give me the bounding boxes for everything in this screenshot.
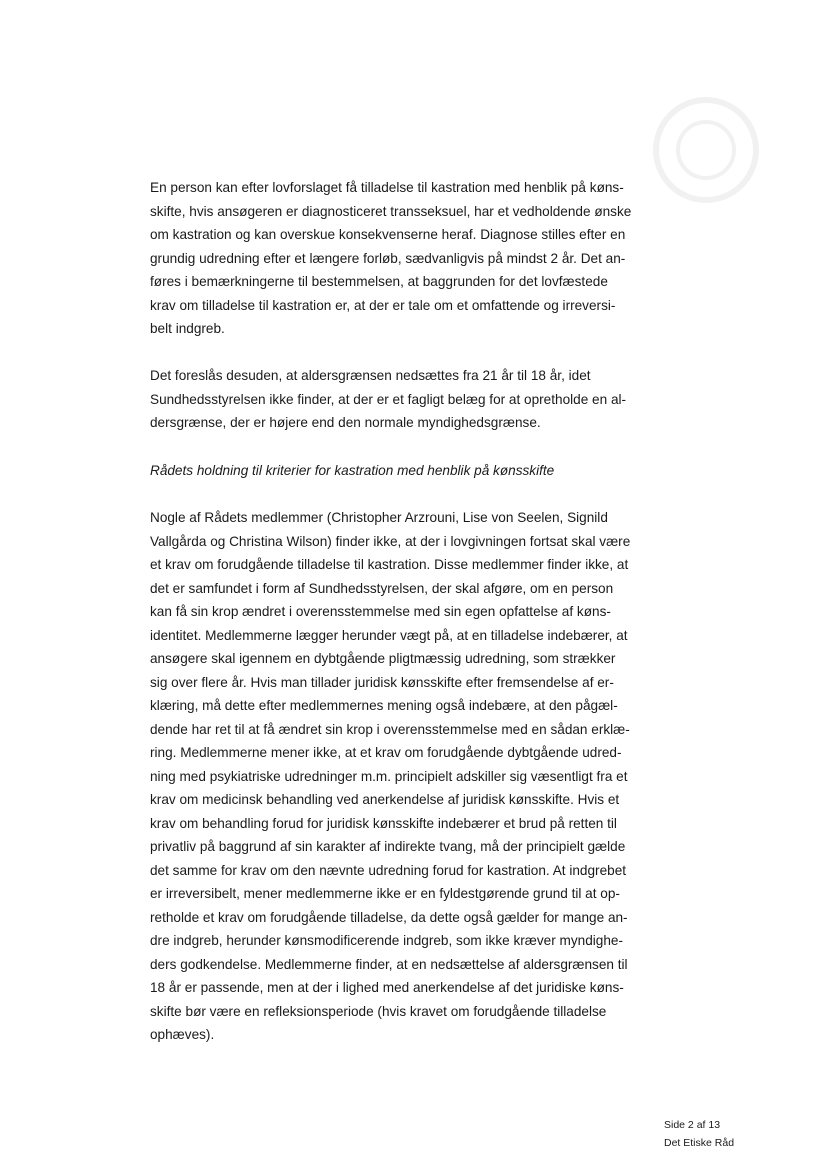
organization-name: Det Etiske Råd	[664, 1137, 735, 1149]
text-line: retholde et krav om forudgående tilladelse, da dette også gælder for mange an-	[150, 909, 628, 925]
text-line: krav om tilladelse til kastration er, at der er tale om et omfattende og irreversi-	[150, 297, 616, 313]
text-line: sig over flere år. Hvis man tillader juridisk kønsskifte efter fremsendelse af er-	[150, 674, 614, 690]
text-line: ophæves).	[150, 1027, 215, 1042]
paragraph-1	[150, 176, 685, 341]
paragraph-spacer	[150, 435, 685, 459]
text-line: 18 år er passende, men at der i lighed med anerkendelse af det juridiske køns-	[150, 980, 624, 995]
text-line: krav om medicinsk behandling ved anerkendelse af juridisk kønsskifte. Hvis et	[150, 792, 620, 807]
paragraph-3	[150, 506, 685, 1047]
section-heading: Rådets holdning til kriterier for kastration med henblik på kønsskifte	[150, 462, 555, 478]
text-line: ning med psykiatriske udredninger m.m. principielt adskiller sig væsentligt fra et	[150, 768, 628, 784]
text-line: føres i bemærkningerne til bestemmelsen, at baggrunden for det lovfæstede	[150, 274, 608, 289]
text-line: krav om behandling forud for juridisk kønsskifte indebærer et brud på retten til	[150, 815, 617, 831]
text-line: skifte bør være en refleksionsperiode (hvis kravet om forudgående tilladelse	[150, 1003, 607, 1019]
paragraph-spacer	[150, 341, 685, 365]
text-line: dersgrænse, der er højere end den normale myndighedsgrænse.	[150, 415, 541, 430]
text-line: kan få sin krop ændret i overensstemmelse med sin egen opfattelse af køns-	[150, 604, 611, 619]
page-number: Side 2 af 13	[664, 1119, 721, 1131]
text-line: belt indgreb.	[150, 321, 225, 336]
paragraph-2	[150, 364, 685, 435]
text-line: om kastration og kan overskue konsekvenserne heraf. Diagnose stilles efter en	[150, 227, 626, 242]
text-line: ansøgere skal igennem en dybtgående pligtmæssig udredning, som strækker	[150, 651, 616, 666]
text-line: Nogle af Rådets medlemmer (Christopher Arzrouni, Lise von Seelen, Signild	[150, 510, 608, 525]
page-footer	[664, 1116, 734, 1152]
paragraph-spacer	[150, 482, 685, 506]
text-line: ring. Medlemmerne mener ikke, at et krav om forudgående dybtgående udred-	[150, 745, 622, 760]
text-line: er irreversibelt, mener medlemmerne ikke er en fyldestgørende grund til at op-	[150, 886, 620, 901]
text-line: det er samfundet i form af Sundhedsstyrelsen, der skal afgøre, om en person	[150, 580, 614, 596]
text-line: et krav om forudgående tilladelse til kastration. Disse medlemmer finder ikke, at	[150, 557, 629, 572]
text-line: grundig udredning efter et længere forløb, sædvanligvis på mindst 2 år. Det an-	[150, 250, 626, 266]
document-body	[150, 176, 685, 1047]
text-line: ders godkendelse. Medlemmerne finder, at en nedsættelse af aldersgrænsen til	[150, 956, 628, 972]
text-line: Det foreslås desuden, at aldersgrænsen nedsættes fra 21 år til 18 år, idet	[150, 368, 591, 383]
text-line: Sundhedsstyrelsen ikke finder, at der er et fagligt belæg for at opretholde en al-	[150, 391, 627, 407]
text-line: Vallgårda og Christina Wilson) finder ikke, at der i lovgivningen fortsat skal være	[150, 533, 631, 549]
text-line: dende har ret til at få ændret sin krop i overensstemmelse med en sådan erklæ-	[150, 721, 630, 737]
text-line: klæring, må dette efter medlemmernes mening også indebære, at den pågæl-	[150, 698, 618, 713]
text-line: identitet. Medlemmerne lægger herunder vægt på, at en tilladelse indebærer, at	[150, 627, 628, 643]
text-line: skifte, hvis ansøgeren er diagnosticeret transseksuel, har et vedholdende ønske	[150, 203, 632, 219]
text-line: dre indgreb, herunder kønsmodificerende indgreb, som ikke kræver myndighe-	[150, 933, 623, 948]
text-line: En person kan efter lovforslaget få tilladelse til kastration med henblik på køns-	[150, 180, 624, 195]
text-line: det samme for krav om den nævnte udredning forud for kastration. At indgrebet	[150, 862, 627, 878]
text-line: privatliv på baggrund af sin karakter af indirekte tvang, må der principielt gælde	[150, 839, 626, 854]
